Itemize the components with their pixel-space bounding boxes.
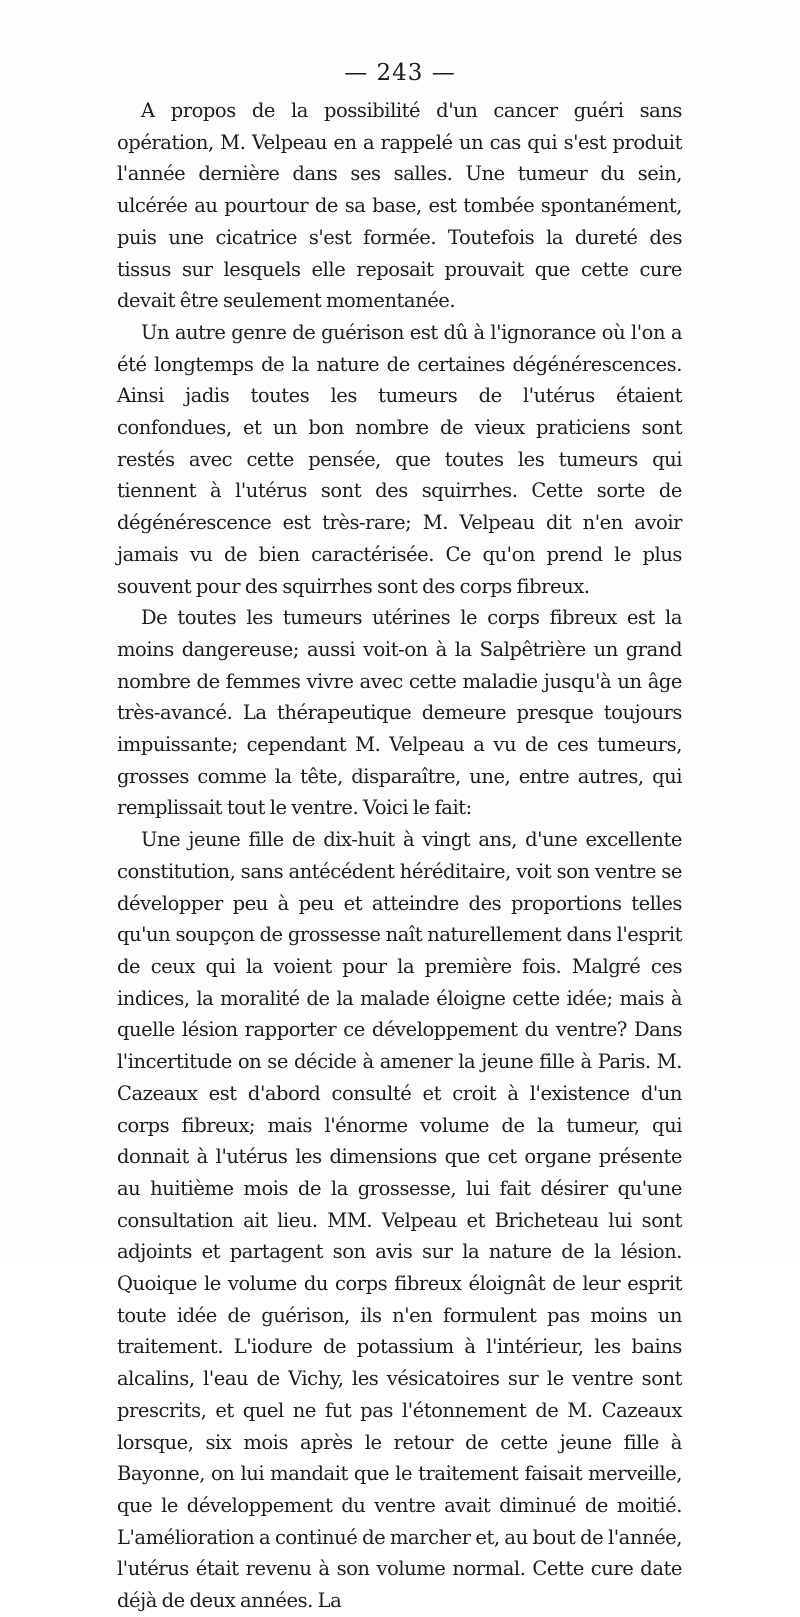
paragraph-2: Un autre genre de guérison est dû à l'ignorance où l'on a été longtemps de la nature de certaines dégénérescences. Ainsi jadis toutes les tumeurs de l'utérus étaient confondues, et un bon nombre de vieux praticiens sont restés avec cette pensée, que toutes les tumeurs qui tiennent à l'utérus sont des squirrhes. Cette sorte de dégénérescence est très-rare; M. Velpeau dit n'en avoir jamais vu de bien caractérisée. Ce qu'on prend le plus souvent pour des squirrhes sont des corps fibreux. (117, 320, 682, 598)
paragraph-3: De toutes les tumeurs utérines le corps fibreux est la moins dangereuse; aussi voit-on à la Salpêtrière un grand nombre de femmes vivre avec cette maladie jusqu'à un âge très-avancé. La thérapeutique demeure presque toujours impuissante; cependant M. Velpeau a vu de ces tumeurs, grosses comme la tête, disparaître, une, entre autres, qui remplissait tout le ventre. Voici le fait: (117, 606, 682, 820)
page-number: — 243 — (344, 60, 456, 86)
paragraph-1: A propos de la possibilité d'un cancer guéri sans opération, M. Velpeau en a rappelé un cas qui s'est produit l'année dernière dans ses salles. Une tumeur du sein, ulcérée au pourtour de sa base, est tombée spontanément, puis une cicatrice s'est formée. Toutefois la dureté des tissus sur lesquels elle reposait prouvait que cette cure devait être seulement momentanée. (117, 99, 682, 313)
paragraph-4: Une jeune fille de dix-huit à vingt ans, d'une excellente constitution, sans antécédent héréditaire, voit son ventre se développer peu à peu et atteindre des proportions telles qu'un soupçon de grossesse naît naturellement dans l'esprit de ceux qui la voient pour la première fois. Malgré ces indices, la moralité de la malade éloigne cette idée; mais à quelle lésion rapporter ce développement du ventre? Dans l'incertitude on se décide à amener la jeune fille à Paris. M. Cazeaux est d'abord consulté et croit à l'existence d'un corps fibreux; mais l'énorme volume de la tumeur, qui donnait à l'utérus les dimensions que cet organe présente au huitième mois de la grossesse, lui fait désirer qu'une consultation ait lieu. MM. Velpeau et Bricheteau lui sont adjoints et partagent son avis sur la nature de la lésion. Quoique le volume du corps fibreux éloignât de leur esprit toute idée de guérison, ils n'en formulent pas moins un traitement. L'iodure de potassium à l'intérieur, les bains alcalins, l'eau de Vichy, les vésicatoires sur le ventre sont prescrits, et quel ne fut pas l'étonnement de M. Cazeaux lorsque, six mois après le retour de cette jeune fille à Bayonne, on lui mandait que le traitement faisait merveille, que le développement du ventre avait diminué de moitié. L'amélioration a continué de marcher et, au bout de l'année, l'utérus était revenu à son volume normal. Cette cure date déjà de deux années. La (117, 828, 682, 1613)
body-text (117, 95, 682, 1617)
